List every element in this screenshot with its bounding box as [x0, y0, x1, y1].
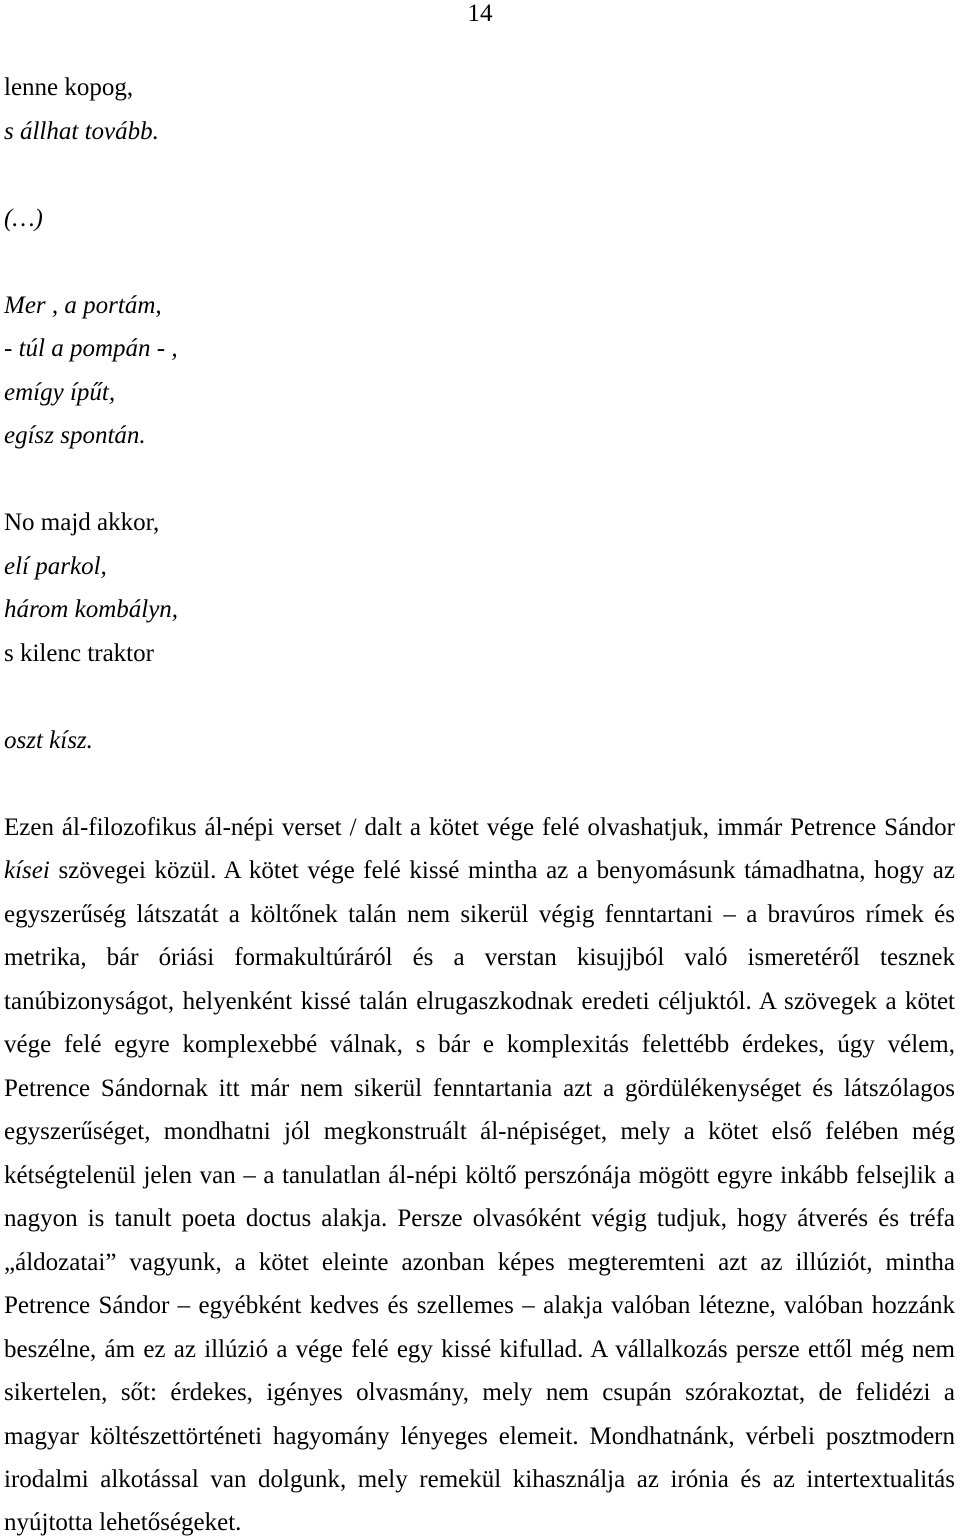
- blank-line: [4, 153, 955, 197]
- paragraph-last-line: nyújtotta lehetőségeket.: [4, 1508, 242, 1536]
- poem-line: három kombályn,: [4, 596, 179, 624]
- paragraph-line: Ezen ál-filozofikus ál-népi verset / dalt a kötet vége felé olvashatjuk, immár Petrence Sándor: [4, 813, 955, 841]
- poem-line: egísz spontán.: [4, 422, 146, 450]
- blank-line: [4, 458, 955, 502]
- poem-line: No majd akkor,: [4, 509, 160, 537]
- paragraph-line: egyszerűség látszatát a költőnek talán nem sikerül végig fenntartani – a bravúros rímek és: [4, 900, 955, 928]
- blank-line: [4, 762, 955, 806]
- paragraph-line: sikertelen, sőt: érdekes, igényes olvasmány, mely nem csupán szórakoztat, de felidézi a: [4, 1379, 955, 1407]
- blank-line: [4, 240, 955, 284]
- poem-ellipsis: (…): [4, 204, 43, 232]
- page-number: 14: [467, 0, 493, 27]
- poem-line: s állhat tovább.: [4, 117, 159, 145]
- review-paragraph: [4, 806, 955, 1537]
- poem-line: - túl a pompán - ,: [4, 335, 178, 363]
- paragraph-line-text: szövegei közül. A kötet vége felé kissé mintha az a benyomásunk támadhatna, hogy az: [58, 857, 955, 885]
- paragraph-line: beszélne, ám ez az illúzió a vége felé egy kissé kifullad. A vállalkozás persze ettől még nem: [4, 1335, 955, 1363]
- poem-line: Mer , a portám,: [4, 291, 162, 319]
- document-body: [4, 66, 955, 1537]
- paragraph-line: kétségtelenül jelen van – a tanulatlan ál-népi költő perszónája mögött egyre inkább felsejlik a: [4, 1161, 955, 1189]
- paragraph-line: irodalmi alkotással van dolgunk, mely remekül kihasználja az irónia és az intertextualitás: [4, 1466, 955, 1494]
- paragraph-line: egyszerűséget, mondhatni jól megkonstruált ál-népiséget, mely a kötet első felében még: [4, 1118, 955, 1146]
- paragraph-line: metrika, bár óriási formakultúráról és a verstan kisujjból való ismeretéről tesznek: [4, 944, 955, 972]
- paragraph-line: tanúbizonyságot, helyenként kissé talán elrugaszkodnak eredeti céljuktól. A szövegek a kötet: [4, 987, 955, 1015]
- blank-line: [4, 675, 955, 719]
- paragraph-line: Petrence Sándor – egyébként kedves és szellemes – alakja valóban létezne, valóban hozzánk: [4, 1292, 955, 1320]
- paragraph-line: [4, 849, 955, 893]
- poem-line: emígy ípűt,: [4, 378, 116, 406]
- poem-line: elí parkol,: [4, 552, 107, 580]
- poem-line: lenne kopog,: [4, 74, 134, 102]
- paragraph-line: vége felé egyre komplexebbé válnak, s bár e komplexitás felettébb érdekes, úgy vélem,: [4, 1031, 955, 1059]
- paragraph-line: „áldozatai” vagyunk, a kötet eleinte azonban képes megteremteni azt az illúziót, mintha: [4, 1248, 955, 1276]
- poem-line: oszt kísz.: [4, 726, 93, 754]
- paragraph-line: magyar költészettörténeti hagyomány lényeges elemeit. Mondhatnánk, vérbeli posztmodern: [4, 1422, 955, 1450]
- paragraph-line: nagyon is tanult poeta doctus alakja. Persze olvasóként végig tudjuk, hogy átverés és tréfa: [4, 1205, 955, 1233]
- poem-line: s kilenc traktor: [4, 639, 154, 667]
- paragraph-line: Petrence Sándornak itt már nem sikerül fenntartania azt a gördülékenységet és látszólagos: [4, 1074, 955, 1102]
- italic-word: kísei: [4, 857, 50, 885]
